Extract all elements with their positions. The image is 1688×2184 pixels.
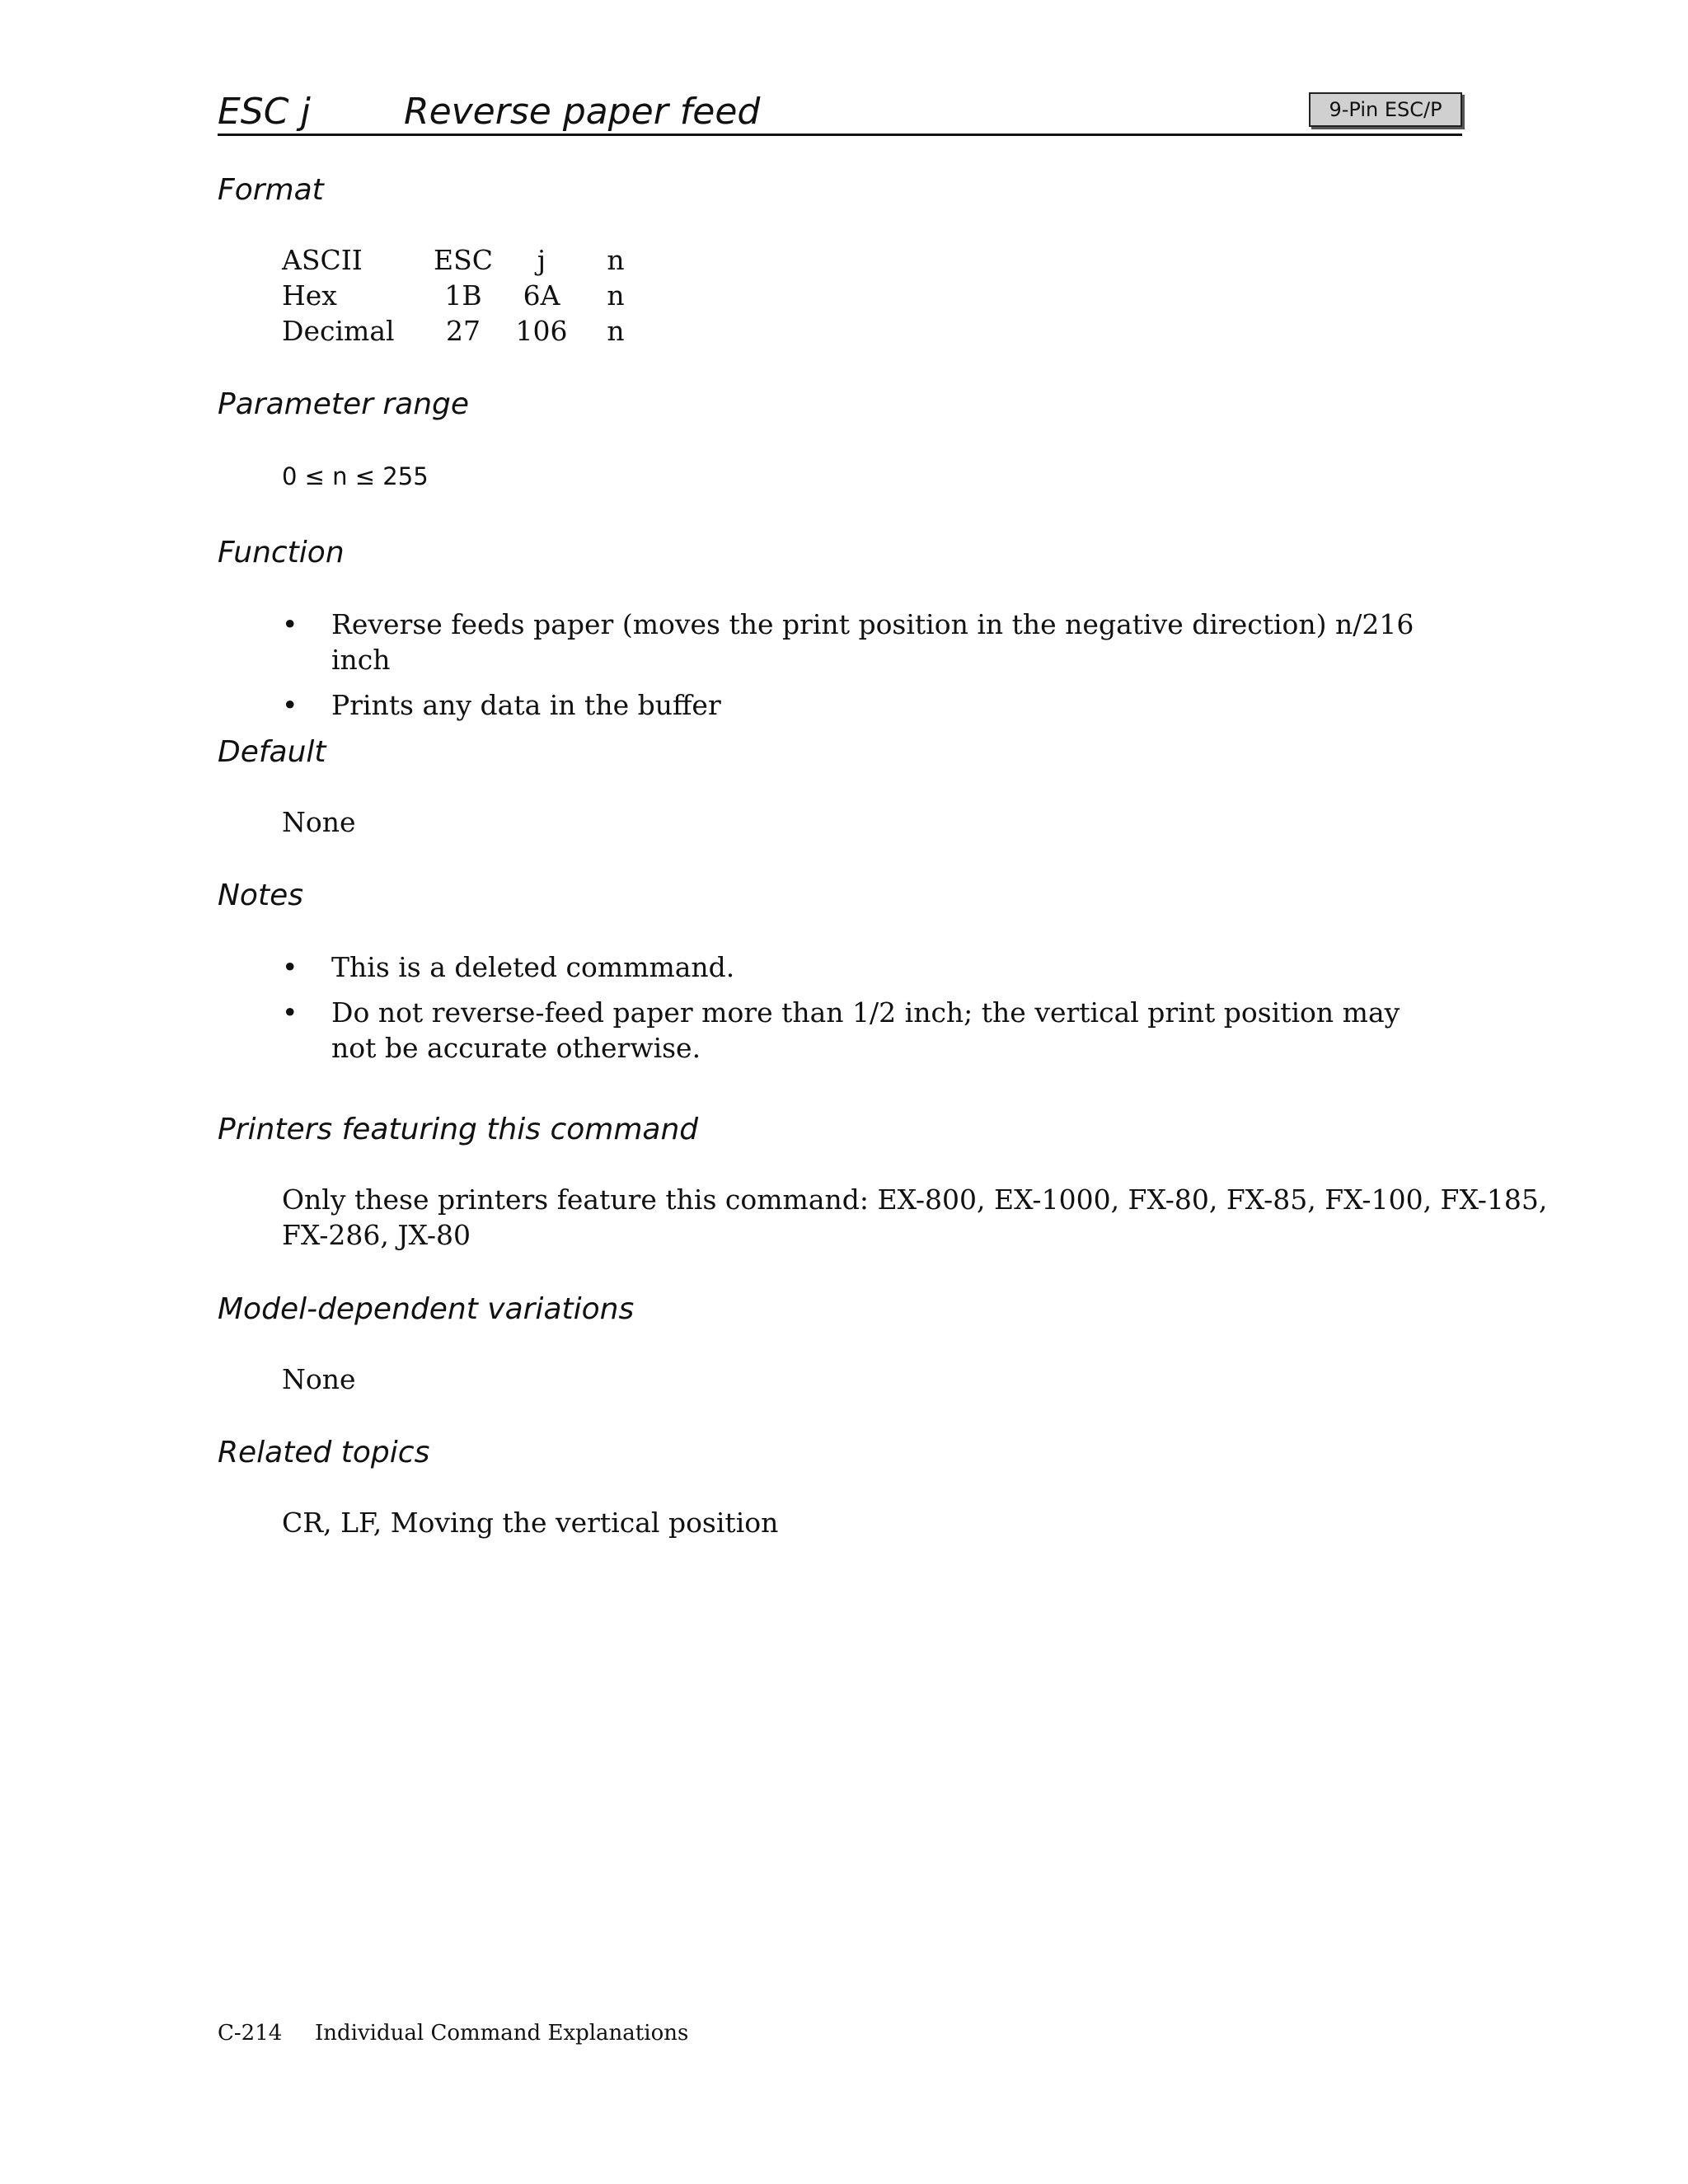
format-cell: 1B <box>444 279 482 312</box>
printers-text-line-2: FX-286, JX-80 <box>282 1219 471 1251</box>
parameter-range-heading: Parameter range <box>218 387 470 421</box>
bullet-glyph: • <box>282 951 298 983</box>
default-text: None <box>282 806 356 838</box>
related-topics-heading: Related topics <box>218 1436 430 1469</box>
format-row-hex <box>282 278 653 313</box>
note-item-text: Do not reverse-feed paper more than 1/2 inch; the vertical print position may not be accurate otherwise. <box>331 996 1400 1064</box>
format-row-decimal <box>282 313 653 349</box>
function-heading: Function <box>218 536 345 569</box>
format-row-ascii <box>282 242 653 278</box>
format-cell: Decimal <box>282 315 395 347</box>
format-cell: n <box>607 279 625 312</box>
header-divider <box>218 134 1462 136</box>
list-item <box>282 687 1452 723</box>
list-item <box>282 949 1452 985</box>
notes-heading: Notes <box>218 879 303 912</box>
default-heading: Default <box>218 735 326 769</box>
function-list <box>282 607 1452 733</box>
printers-text-line-1: Only these printers feature this command: EX-800, EX-1000, FX-80, FX-85, FX-100, FX-185, <box>282 1183 1548 1216</box>
printers-heading: Printers featuring this command <box>218 1113 699 1146</box>
format-cell: n <box>607 244 625 276</box>
page-title: Reverse paper feed <box>404 91 761 133</box>
function-item-text: Reverse feeds paper (moves the print position in the negative direction) n/216 inch <box>331 608 1414 676</box>
format-cell: Hex <box>282 279 337 312</box>
notes-list <box>282 949 1452 1076</box>
command-name: ESC j <box>218 91 311 133</box>
format-cell: j <box>537 244 546 276</box>
format-heading: Format <box>218 173 324 207</box>
model-variations-text: None <box>282 1363 356 1395</box>
related-topics-text: CR, LF, Moving the vertical position <box>282 1507 779 1539</box>
format-cell: n <box>607 315 625 347</box>
list-item <box>282 607 1452 677</box>
list-item <box>282 995 1452 1066</box>
function-item-text: Prints any data in the buffer <box>331 689 721 721</box>
format-cell: 27 <box>446 315 481 347</box>
parameter-range-text: 0 ≤ n ≤ 255 <box>282 462 429 490</box>
format-cell: 6A <box>523 279 560 312</box>
bullet-glyph: • <box>282 608 298 640</box>
format-cell: ESC <box>434 244 493 276</box>
format-table <box>282 242 653 349</box>
format-cell: ASCII <box>282 244 363 276</box>
model-variations-heading: Model-dependent variations <box>218 1292 635 1326</box>
page-number: C-214 <box>218 2021 283 2046</box>
printer-type-badge: 9-Pin ESC/P <box>1309 92 1462 127</box>
note-item-text: This is a deleted commmand. <box>331 951 735 983</box>
format-cell: 106 <box>515 315 568 347</box>
bullet-glyph: • <box>282 996 298 1029</box>
bullet-glyph: • <box>282 689 298 721</box>
footer-section-title: Individual Command Explanations <box>315 2021 689 2046</box>
